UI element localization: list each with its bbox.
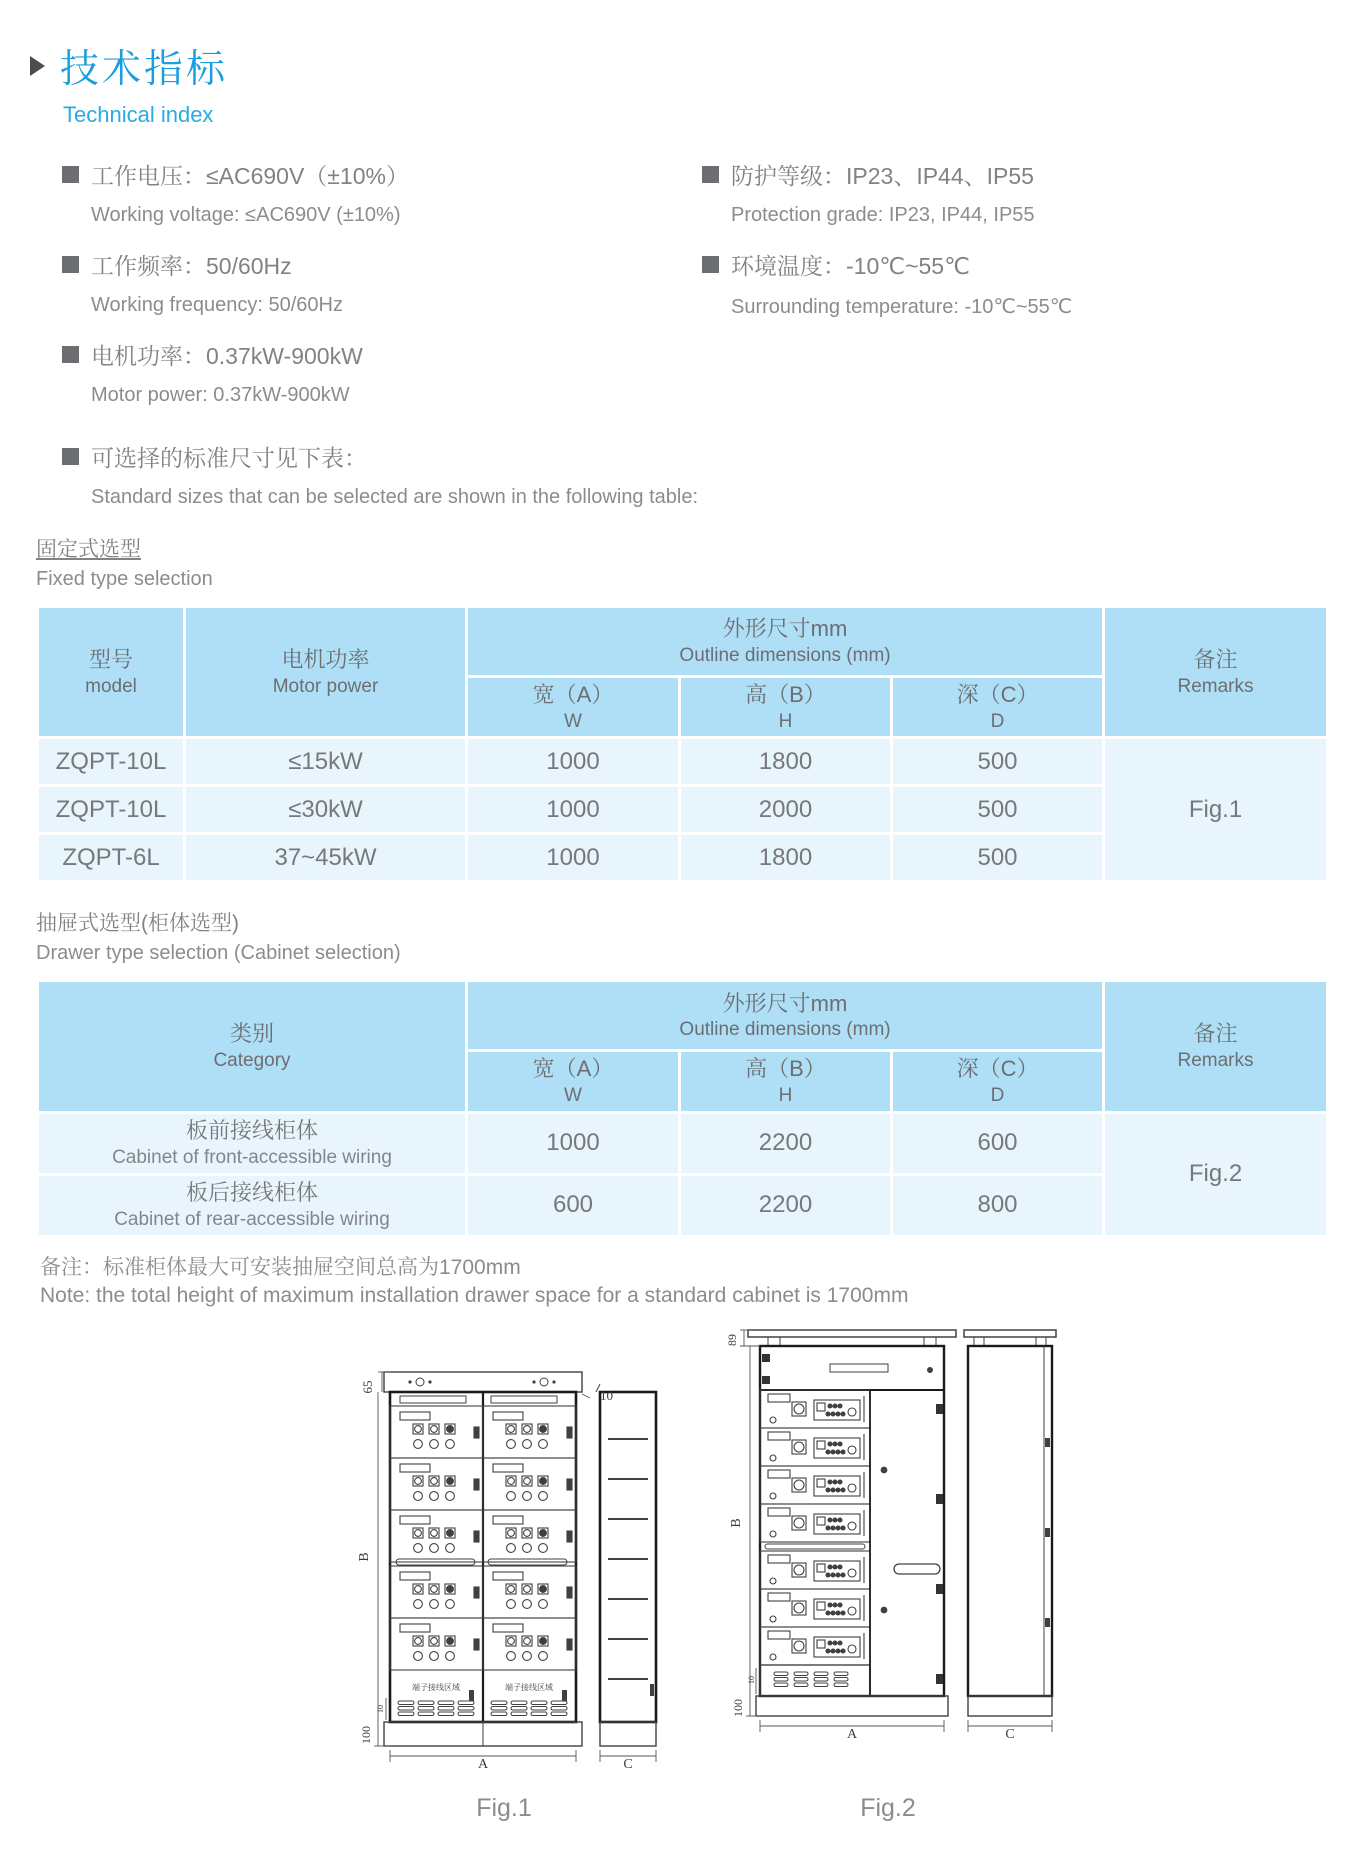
col-header-depth: 深（C） D [892, 1051, 1104, 1112]
section-title-zh: 抽屉式选型(柜体选型) [36, 912, 239, 936]
cell-height: 2200 [680, 1174, 892, 1236]
fig1-dim-100: 100 [359, 1726, 373, 1745]
fig1-dim-10-bottom: 10 [376, 1705, 385, 1714]
section-title-en: Fixed type selection [36, 568, 213, 590]
note-zh: 备注：标准柜体最大可安装抽屉空间总高为1700mm [40, 1255, 521, 1279]
cell-category: 板前接线柜体 Cabinet of front-accessible wiring [38, 1112, 467, 1174]
spec-zh-text: 环境温度：-10℃~55℃ [731, 253, 970, 279]
fig1-front-view [384, 1372, 582, 1746]
col-header-width: 宽（A） W [467, 677, 680, 738]
fixed-type-table [36, 605, 1329, 883]
cell-remark: Fig.1 [1104, 738, 1328, 882]
cell-height: 1800 [680, 834, 892, 882]
page-subtitle: Technical index [63, 102, 214, 127]
cell-width: 1000 [467, 786, 680, 834]
fig1-terminal-label: 端子接线区域 [505, 1683, 553, 1693]
fixed-type-section-heading [36, 533, 1357, 591]
table-row [38, 738, 1328, 786]
spec-standard-sizes-intro [62, 440, 1357, 509]
cell-height: 2000 [680, 786, 892, 834]
col-header-remarks: 备注 Remarks [1104, 607, 1328, 738]
note-en: Note: the total height of maximum installation drawer space for a standard cabinet is 1700mm [40, 1284, 909, 1308]
triangle-marker-icon [30, 56, 45, 76]
fig2-dim-100: 100 [731, 1699, 745, 1718]
spec-motor-power [62, 338, 702, 407]
square-bullet-icon [702, 256, 719, 273]
drawer-type-table [36, 979, 1329, 1237]
spec-working-voltage [62, 158, 702, 227]
col-header-motor-power: 电机功率 Motor power [185, 607, 467, 738]
fig2-dim-89: 89 [725, 1334, 739, 1347]
cell-height: 2200 [680, 1112, 892, 1174]
fig1-side-view [596, 1384, 656, 1746]
cell-depth: 800 [892, 1174, 1104, 1236]
square-bullet-icon [62, 256, 79, 273]
spec-column-left [62, 158, 702, 428]
fig2-side-view [964, 1330, 1056, 1716]
fig1-dim-B: B [357, 1552, 372, 1563]
square-bullet-icon [62, 346, 79, 363]
fig1-dim-10-top: 10 [600, 1388, 613, 1404]
cell-power: ≤15kW [185, 738, 467, 786]
square-bullet-icon [62, 166, 79, 183]
spec-zh-text: 工作电压：≤AC690V（±10%） [91, 163, 409, 189]
cell-power: ≤30kW [185, 786, 467, 834]
square-bullet-icon [702, 166, 719, 183]
spec-zh-text: 可选择的标准尺寸见下表： [91, 445, 367, 471]
col-header-height: 高（B） H [680, 677, 892, 738]
fig1-dim-65: 65 [360, 1380, 375, 1394]
cell-depth: 600 [892, 1112, 1104, 1174]
col-header-depth: 深（C） D [892, 677, 1104, 738]
spec-column-right [702, 158, 1357, 428]
col-header-model: 型号 model [38, 607, 185, 738]
table-note [40, 1254, 1357, 1311]
fig2-dim-B: B [729, 1518, 744, 1529]
figure-1 [338, 1354, 670, 1823]
spec-zh-text: 工作频率：50/60Hz [91, 253, 292, 279]
fig1-dim-A: A [477, 1757, 489, 1773]
spec-zh-text: 电机功率：0.37kW-900kW [91, 343, 363, 369]
cell-model: ZQPT-10L [38, 738, 185, 786]
square-bullet-icon [62, 448, 79, 465]
cell-depth: 500 [892, 738, 1104, 786]
cell-width: 1000 [467, 738, 680, 786]
cell-width: 1000 [467, 1112, 680, 1174]
section-title-zh: 固定式选型 [36, 538, 141, 561]
page-header [0, 0, 1357, 94]
fig1-dimensions [374, 1372, 656, 1762]
fig2-caption: Fig.2 [860, 1794, 916, 1823]
cell-remark: Fig.2 [1104, 1112, 1328, 1236]
col-header-remarks: 备注 Remarks [1104, 981, 1328, 1112]
table-row [38, 1112, 1328, 1174]
fig2-dim-A: A [846, 1727, 858, 1743]
spec-list [62, 158, 1357, 428]
cell-category: 板后接线柜体 Cabinet of rear-accessible wiring [38, 1174, 467, 1236]
fig2-dim-10: 10 [747, 1676, 756, 1685]
spec-en-text: Working frequency: 50/60Hz [91, 294, 343, 316]
fig1-dim-C: C [623, 1757, 633, 1773]
spec-protection-grade [702, 158, 1357, 227]
fig1-drawing [338, 1354, 670, 1786]
section-title-en: Drawer type selection (Cabinet selection) [36, 942, 401, 965]
spec-working-frequency [62, 248, 702, 317]
cell-depth: 500 [892, 786, 1104, 834]
cell-width: 1000 [467, 834, 680, 882]
spec-en-text: Protection grade: IP23, IP44, IP55 [731, 204, 1035, 226]
spec-en-text: Working voltage: ≤AC690V (±10%) [91, 204, 401, 226]
cell-power: 37~45kW [185, 834, 467, 882]
spec-surrounding-temperature [702, 248, 1357, 319]
cell-height: 1800 [680, 738, 892, 786]
fig2-drawing [712, 1318, 1064, 1786]
col-header-category: 类别 Category [38, 981, 467, 1112]
spec-en-text: Standard sizes that can be selected are shown in the following table: [91, 486, 699, 508]
col-header-width: 宽（A） W [467, 1051, 680, 1112]
col-header-outline-dimensions: 外形尺寸mm Outline dimensions (mm) [467, 607, 1104, 677]
page-title: 技术指标 [60, 48, 229, 91]
spec-en-text: Motor power: 0.37kW-900kW [91, 384, 350, 406]
fig1-caption: Fig.1 [476, 1794, 532, 1823]
col-header-outline-dimensions: 外形尺寸mm Outline dimensions (mm) [467, 981, 1104, 1051]
figures-area [0, 1318, 1357, 1863]
fig1-terminal-label: 端子接线区域 [412, 1683, 460, 1693]
col-header-height: 高（B） H [680, 1051, 892, 1112]
cell-depth: 500 [892, 834, 1104, 882]
spec-en-text: Surrounding temperature: -10℃~55℃ [731, 296, 1073, 318]
cell-model: ZQPT-10L [38, 786, 185, 834]
cell-width: 600 [467, 1174, 680, 1236]
fig2-dim-C: C [1005, 1727, 1015, 1743]
figure-2 [712, 1318, 1064, 1823]
cell-model: ZQPT-6L [38, 834, 185, 882]
spec-zh-text: 防护等级：IP23、IP44、IP55 [731, 163, 1034, 189]
drawer-type-section-heading [36, 907, 1357, 965]
fig2-front-view [748, 1330, 956, 1716]
